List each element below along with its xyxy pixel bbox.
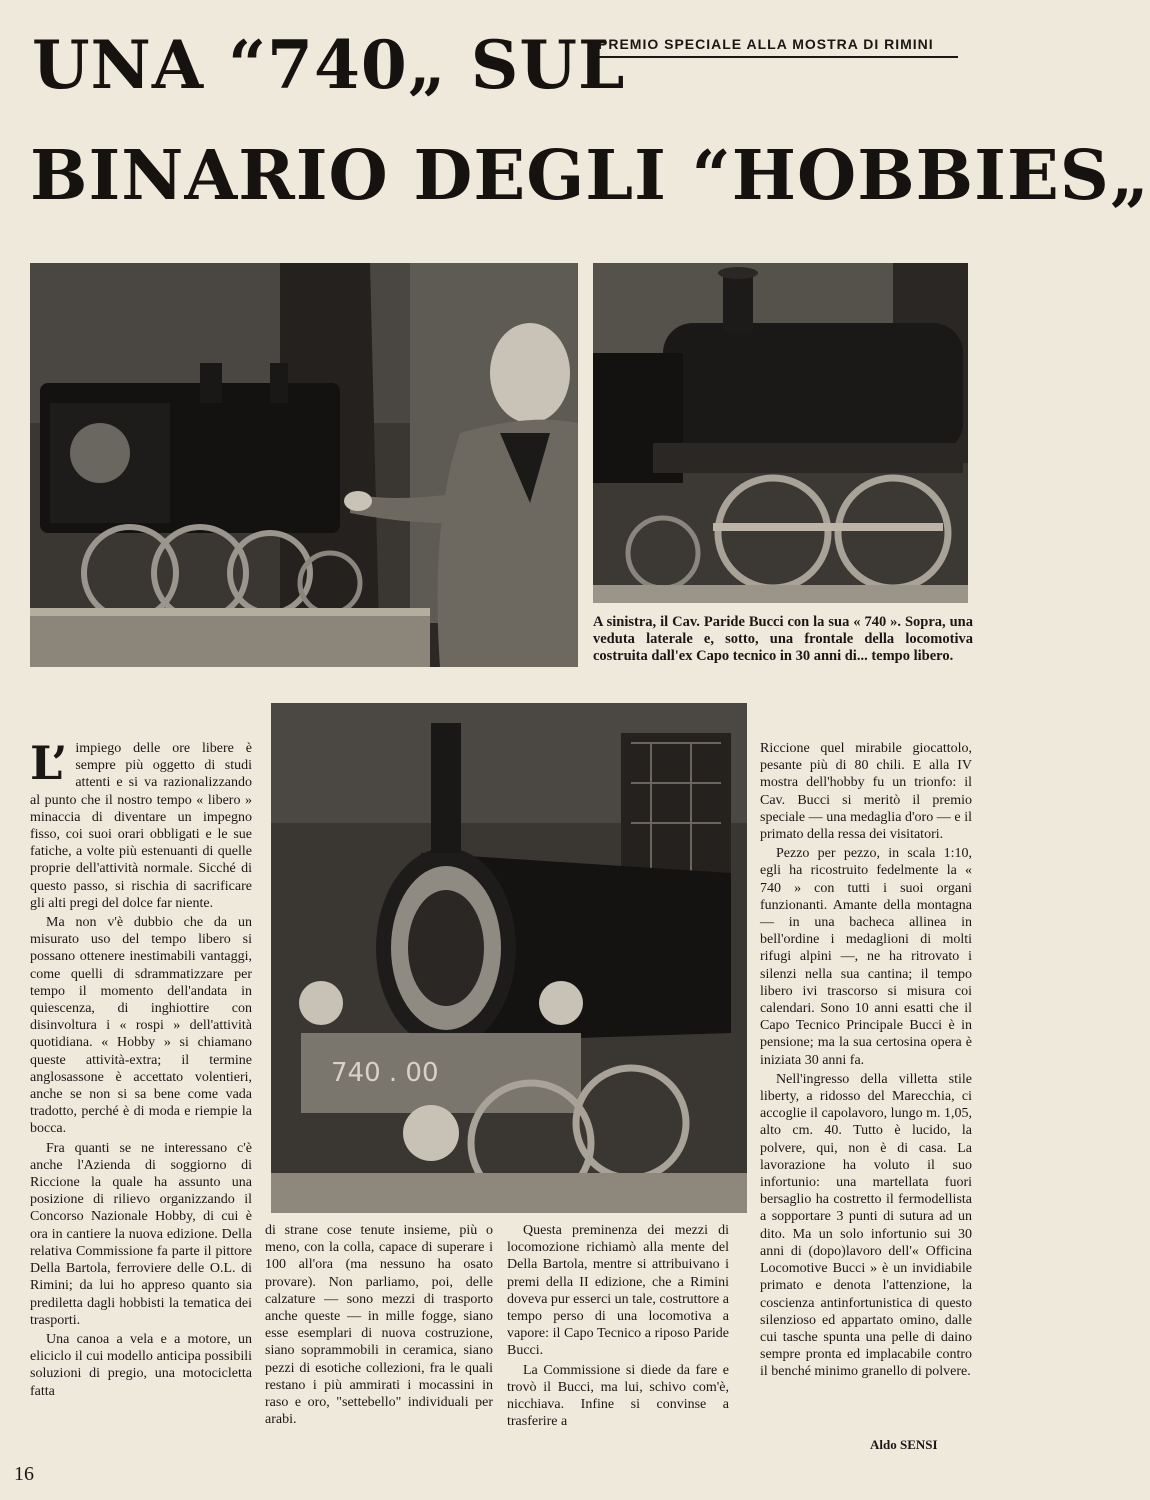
drop-cap: L’ xyxy=(30,736,68,790)
kicker: PREMIO SPECIALE ALLA MOSTRA DI RIMINI xyxy=(598,36,958,58)
article-paragraph: Nell'ingresso della villetta stile liberty, a ridosso del Marecchia, ci accoglie il capolavoro, lungo m. 1,05, alto cm. 40. Tutto è lucido, la polvere, qui, non è di casa. La lavorazione ha voluto il suo infortunio: una martellata fuori bersaglio ha costretto il fermodellista a sopportare 3 punti di sutura ad un dito. Ma un solo infortunio sui 30 anni di (dopo)lavoro dell'« Officina Locomotive Bucci » è un invidiabile primato e denota l'attenzione, la coscienza antinfortunistica di questo silenzioso ed appartato omino, dalle cui tasche spunta una pelle di daino sempre pronta ed implacabile contro il benché minimo granello di polvere. xyxy=(760,1071,972,1380)
article-paragraph: Una canoa a vela e a motore, un eliciclo il cui modello anticipa possibili soluzioni di pregio, una motocicletta fatta xyxy=(30,1331,252,1399)
article-column-4 xyxy=(760,740,972,1381)
article-paragraph: Fra quanti se ne interessano c'è anche l'Azienda di soggiorno di Riccione la quale ha assunto una posizione di rilievo organizzando il Concorso Nazionale Hobby, di cui è ora in cantiere la nuova edizione. Della relativa Commissione fa parte il pittore Della Bartola, ferroviere delle O.L. di Rimini; da lui ho appreso quanto sia prediletta dagli hobbisti la tematica dei trasporti. xyxy=(30,1140,252,1328)
locomotive-side-view-photo xyxy=(593,263,968,603)
photo-caption: A sinistra, il Cav. Paride Bucci con la sua « 740 ». Sopra, una veduta laterale e, sotto, una frontale della locomotiva costruita dall'ex Capo tecnico in 30 anni di... tempo libero. xyxy=(593,614,973,664)
article-column-2 xyxy=(265,1222,493,1428)
man-with-locomotive-photo xyxy=(30,263,578,667)
article-column-3 xyxy=(507,1222,729,1430)
article-paragraph: Pezzo per pezzo, in scala 1:10, egli ha ricostruito fedelmente la « 740 » con tutti i suoi organi funzionanti. Amante della montagna — in una bacheca allinea in bell'ordine i medaglioni di molti rifugi alpini —, ne ha ritrovato i silenzi nella sua cantina; il tempo libero ivi trascorso si misura coi calendari. Sono 10 anni esatti che il Capo Tecnico Principale Bucci è in pensione; ma la sua certosina opera è iniziata 30 anni fa. xyxy=(760,846,972,1068)
article-paragraph: Ma non v'è dubbio che da un misurato uso del tempo libero si possano ottenere inestimabili vantaggi, come quelli di sdrammatizzare per tempo il momento dell'andata in quiescenza, di inghiottire con disinvoltura i « rospi » dell'attività quotidiana. « Hobby » si chiamano queste attività-extra; il termine anglosassone è accettato volentieri, anche se non si sa bene come vada tradotto, perché è di moda e riempie la bocca. xyxy=(30,915,252,1137)
page-number: 16 xyxy=(14,1463,34,1485)
article-paragraph: impiego delle ore libere è sempre più oggetto di studi attenti e si va razionalizzando al punto che il nostro tempo « libero » minaccia di diventare un impegno fisso, coi suoi orari obbligati e le sue fatiche, a volte più estenuanti di quelle proprie dell'attività normale. Sicché di questo passo, si rischia di sacrificare gli alti pregi del dolce far niente. xyxy=(30,741,252,911)
locomotive-front-view-photo xyxy=(271,703,747,1213)
headline-line-2: BINARIO DEGLI “HOBBIES„ xyxy=(30,136,1150,216)
locomotive-number: 740 . 00 xyxy=(331,1058,439,1088)
byline: Aldo SENSI xyxy=(870,1437,938,1452)
headline-line-1: UNA “740„ SUL xyxy=(32,26,626,104)
article-paragraph: di strane cose tenute insieme, più o meno, con la colla, capace di superare i 100 all'ora (ma nessuno ha osato provare). Non parliamo, poi, delle calzature — sono mezzi di trasporto anche queste — in mille fogge, siano esse esemplari di nuova costruzione, siano soprammobili in ceramica, siano pezzi di esotiche collezioni, fra le quali restano i più ammirati i mocassini in raso e oro, "settebello" individuali per arabi. xyxy=(265,1223,493,1428)
article-paragraph: Questa preminenza dei mezzi di locomozione richiamò alla mente del Della Bartola, mentre si attribuivano i premi della II edizione, che a Rimini doveva pur esserci un tale, costruttore a tempo perso di una locomotiva a vapore: il Capo Tecnico a riposo Paride Bucci. xyxy=(507,1223,729,1359)
article-paragraph: La Commissione si diede da fare e trovò il Bucci, ma lui, schivo com'è, nicchiava. Infine si convinse a trasferire a xyxy=(507,1362,729,1430)
article-paragraph: Riccione quel mirabile giocattolo, pesante più di 80 chili. E alla IV mostra dell'hobby fu un trionfo: il Cav. Bucci si meritò il premio speciale — una medaglia d'oro — e il primato della ressa dei visitatori. xyxy=(760,741,972,843)
article-column-1 xyxy=(30,736,252,1400)
